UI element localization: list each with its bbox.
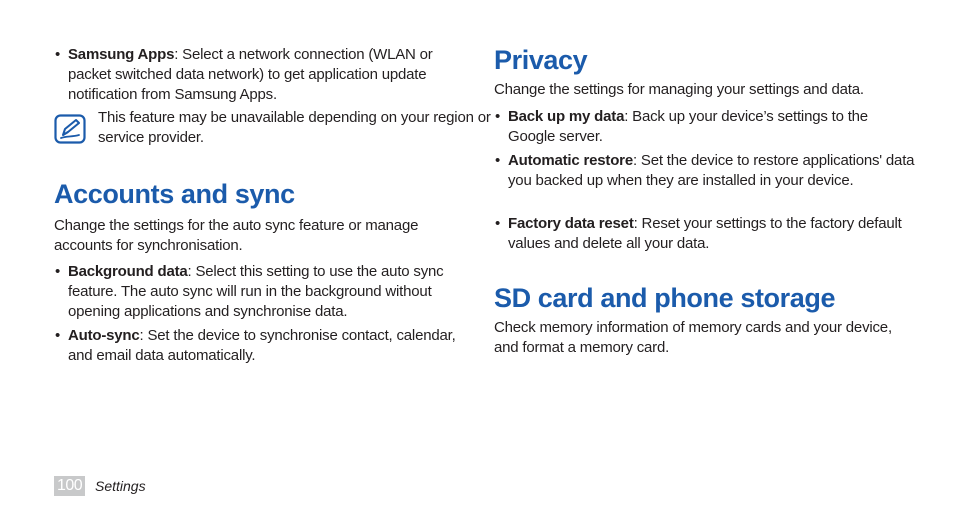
desc-factory-reset: : Reset your settings to the factory default values and delete all your data. — [508, 215, 902, 252]
desc-background-data: : Select this setting to use the auto sync feature. The auto sync will run in the background without opening applications and synchronise data. — [68, 263, 444, 320]
note-box — [54, 108, 508, 148]
heading-privacy: Privacy — [494, 45, 588, 75]
term-automatic-restore: Automatic restore — [508, 152, 633, 169]
term-factory-reset: Factory data reset — [508, 215, 634, 232]
page-section-label: Settings — [95, 478, 146, 494]
heading-sd-card-storage: SD card and phone storage — [494, 283, 836, 313]
list-item-back-up-data — [494, 107, 908, 147]
heading-accounts-sync: Accounts and sync — [54, 179, 295, 209]
list-item-auto-sync — [54, 326, 468, 366]
list-item-automatic-restore — [494, 151, 918, 191]
term-samsung-apps: Samsung Apps — [68, 46, 175, 63]
note-pencil-icon — [54, 114, 86, 144]
desc-automatic-restore: : Set the device to restore applications' data you backed up when they are installed in your device. — [508, 152, 915, 189]
page-number: 100 — [54, 476, 85, 496]
term-auto-sync: Auto-sync — [68, 327, 140, 344]
desc-samsung-apps: : Select a network connection (WLAN or packet switched data network) to get application update notification from Samsung Apps. — [68, 46, 433, 103]
term-back-up-data: Back up my data — [508, 108, 625, 125]
accounts-intro: Change the settings for the auto sync feature or manage accounts for synchronisation. — [54, 217, 419, 254]
list-item-factory-reset — [494, 214, 908, 254]
term-background-data: Background data — [68, 263, 188, 280]
list-item-samsung-apps — [54, 45, 478, 105]
storage-intro: Check memory information of memory cards and your device, and format a memory card. — [494, 319, 892, 356]
desc-auto-sync: : Set the device to synchronise contact, calendar, and email data automatically. — [68, 327, 456, 364]
desc-back-up-data: : Back up your device’s settings to the Google server. — [508, 108, 868, 145]
privacy-intro: Change the settings for managing your settings and data. — [494, 81, 864, 98]
list-item-background-data — [54, 262, 468, 322]
note-text: This feature may be unavailable depending on your region or service provider. — [98, 109, 491, 146]
